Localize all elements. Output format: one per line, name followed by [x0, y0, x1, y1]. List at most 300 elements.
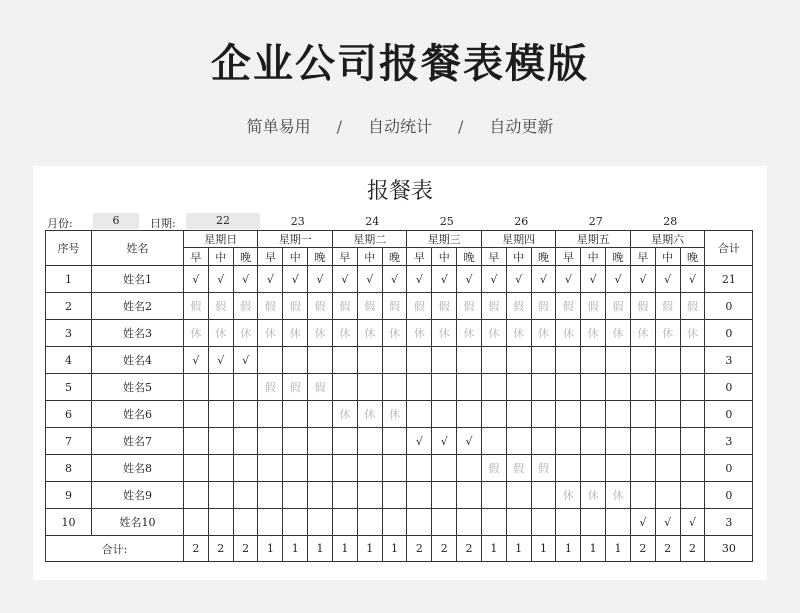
meal-cell[interactable]: √ [407, 266, 432, 293]
meal-cell[interactable]: 休 [506, 320, 531, 347]
meal-total: 1 [531, 536, 556, 562]
meal-cell[interactable] [407, 455, 432, 482]
meal-cell[interactable] [208, 374, 233, 401]
meal-cell[interactable] [556, 428, 581, 455]
meal-cell[interactable] [357, 428, 382, 455]
meal-cell[interactable] [457, 347, 482, 374]
meal-cell[interactable]: √ [208, 266, 233, 293]
meal-cell[interactable] [184, 401, 209, 428]
meal-cell[interactable] [680, 428, 705, 455]
meal-header: 晚 [606, 248, 631, 266]
meal-total: 2 [630, 536, 655, 562]
meal-cell[interactable]: 假 [506, 293, 531, 320]
meal-cell[interactable] [481, 509, 506, 536]
weekday-header: 星期一 [258, 231, 332, 248]
feature-line [0, 114, 800, 137]
meal-cell[interactable] [258, 509, 283, 536]
meal-cell[interactable]: 假 [382, 293, 407, 320]
meal-cell[interactable] [283, 347, 308, 374]
meal-cell[interactable]: 假 [283, 374, 308, 401]
meal-header: 早 [258, 248, 283, 266]
meal-cell[interactable] [308, 482, 333, 509]
meal-cell[interactable] [457, 482, 482, 509]
meal-cell[interactable]: 假 [407, 293, 432, 320]
meal-cell[interactable]: 假 [655, 293, 680, 320]
meal-cell[interactable] [581, 509, 606, 536]
meal-cell[interactable] [481, 401, 506, 428]
meal-cell[interactable] [407, 401, 432, 428]
meal-header: 中 [357, 248, 382, 266]
meal-total: 2 [457, 536, 482, 562]
meal-cell[interactable]: √ [233, 266, 258, 293]
meal-cell[interactable]: 假 [531, 455, 556, 482]
weekday-header: 星期六 [630, 231, 704, 248]
row-index: 6 [46, 401, 92, 428]
meal-header: 早 [184, 248, 209, 266]
meal-cell[interactable] [407, 374, 432, 401]
meal-cell[interactable] [481, 374, 506, 401]
meal-cell[interactable] [457, 455, 482, 482]
meal-cell[interactable] [382, 482, 407, 509]
meal-cell[interactable] [556, 347, 581, 374]
row-name[interactable]: 姓名7 [92, 428, 184, 455]
meal-cell[interactable]: 假 [556, 293, 581, 320]
meal-cell[interactable]: √ [655, 509, 680, 536]
meal-cell[interactable] [531, 509, 556, 536]
name-header: 姓名 [92, 231, 184, 266]
weekday-header: 星期三 [407, 231, 481, 248]
meal-cell[interactable] [332, 347, 357, 374]
row-index: 9 [46, 482, 92, 509]
meal-cell[interactable] [283, 455, 308, 482]
meal-cell[interactable] [506, 509, 531, 536]
meal-cell[interactable] [506, 347, 531, 374]
meal-cell[interactable] [680, 401, 705, 428]
table-row [46, 266, 753, 293]
meal-cell[interactable]: √ [481, 266, 506, 293]
row-name[interactable]: 姓名5 [92, 374, 184, 401]
meal-total: 1 [581, 536, 606, 562]
date-value: 25 [439, 215, 454, 228]
meal-cell[interactable]: √ [208, 347, 233, 374]
meal-header: 中 [581, 248, 606, 266]
month-label: 月份: [47, 217, 73, 230]
row-name[interactable]: 姓名3 [92, 320, 184, 347]
meal-cell[interactable]: √ [457, 266, 482, 293]
meal-cell[interactable] [283, 428, 308, 455]
row-name[interactable]: 姓名4 [92, 347, 184, 374]
header-row [46, 231, 753, 248]
meal-cell[interactable] [184, 428, 209, 455]
meal-cell[interactable]: 休 [630, 320, 655, 347]
row-total: 21 [705, 266, 753, 293]
row-index: 3 [46, 320, 92, 347]
meal-cell[interactable] [630, 455, 655, 482]
meal-cell[interactable] [258, 455, 283, 482]
meal-cell[interactable]: 休 [457, 320, 482, 347]
meal-cell[interactable] [332, 374, 357, 401]
meal-cell[interactable] [258, 347, 283, 374]
table-row [46, 401, 753, 428]
meal-header: 早 [556, 248, 581, 266]
meal-cell[interactable]: 休 [382, 401, 407, 428]
separator: / [336, 117, 342, 136]
meal-header: 早 [407, 248, 432, 266]
meal-cell[interactable] [382, 374, 407, 401]
meal-cell[interactable] [680, 347, 705, 374]
meal-cell[interactable] [283, 482, 308, 509]
meal-cell[interactable] [432, 509, 457, 536]
meal-cell[interactable] [208, 509, 233, 536]
meal-total: 1 [258, 536, 283, 562]
table-row [46, 455, 753, 482]
meal-cell[interactable] [630, 401, 655, 428]
meal-cell[interactable]: 休 [432, 320, 457, 347]
meal-cell[interactable]: 假 [258, 374, 283, 401]
meal-cell[interactable] [233, 455, 258, 482]
meal-cell[interactable]: √ [258, 266, 283, 293]
meal-cell[interactable]: 假 [283, 293, 308, 320]
table-row [46, 374, 753, 401]
meal-cell[interactable]: √ [457, 428, 482, 455]
meal-cell[interactable] [382, 455, 407, 482]
meal-cell[interactable] [432, 482, 457, 509]
meal-cell[interactable]: 休 [332, 401, 357, 428]
meal-cell[interactable] [506, 428, 531, 455]
meal-cell[interactable] [606, 347, 631, 374]
meal-cell[interactable]: 假 [481, 455, 506, 482]
meal-cell[interactable]: 假 [481, 293, 506, 320]
grand-total: 30 [705, 536, 753, 562]
row-index: 8 [46, 455, 92, 482]
meal-header: 晚 [308, 248, 333, 266]
meal-total: 2 [233, 536, 258, 562]
date-value: 26 [514, 215, 529, 228]
meal-cell[interactable]: 假 [184, 293, 209, 320]
meal-cell[interactable] [382, 428, 407, 455]
meal-total: 1 [506, 536, 531, 562]
feature-auto-stats: 自动统计 [367, 117, 432, 136]
meal-cell[interactable]: 假 [332, 293, 357, 320]
meal-header: 晚 [531, 248, 556, 266]
meal-total: 1 [606, 536, 631, 562]
meal-cell[interactable] [457, 374, 482, 401]
meal-cell[interactable]: √ [556, 266, 581, 293]
meal-header: 中 [283, 248, 308, 266]
meal-cell[interactable] [233, 401, 258, 428]
meal-cell[interactable] [357, 482, 382, 509]
meal-cell[interactable]: 假 [581, 293, 606, 320]
meal-cell[interactable] [308, 509, 333, 536]
meal-cell[interactable] [258, 482, 283, 509]
meal-cell[interactable]: 休 [581, 320, 606, 347]
meal-cell[interactable]: 休 [332, 320, 357, 347]
meal-cell[interactable] [556, 509, 581, 536]
meal-cell[interactable]: √ [630, 509, 655, 536]
meal-header: 晚 [457, 248, 482, 266]
meal-cell[interactable] [382, 347, 407, 374]
meal-cell[interactable]: 假 [506, 455, 531, 482]
meal-cell[interactable] [208, 482, 233, 509]
meal-cell[interactable] [332, 482, 357, 509]
meal-total: 2 [184, 536, 209, 562]
meal-cell[interactable] [233, 374, 258, 401]
meal-cell[interactable]: √ [630, 266, 655, 293]
meal-cell[interactable]: 休 [606, 320, 631, 347]
meal-cell[interactable]: √ [432, 428, 457, 455]
meal-cell[interactable] [208, 428, 233, 455]
meal-total: 2 [208, 536, 233, 562]
row-name[interactable]: 姓名6 [92, 401, 184, 428]
meal-cell[interactable] [308, 455, 333, 482]
meal-total: 2 [432, 536, 457, 562]
meal-cell[interactable]: √ [581, 266, 606, 293]
meal-cell[interactable] [655, 401, 680, 428]
meal-cell[interactable] [308, 428, 333, 455]
meal-cell[interactable]: 假 [233, 293, 258, 320]
meal-cell[interactable]: 假 [606, 293, 631, 320]
meal-cell[interactable]: √ [680, 266, 705, 293]
meal-cell[interactable] [208, 455, 233, 482]
meal-cell[interactable]: √ [680, 509, 705, 536]
date-value: 23 [290, 215, 305, 228]
meal-header: 中 [655, 248, 680, 266]
row-name[interactable]: 姓名9 [92, 482, 184, 509]
meal-cell[interactable] [407, 482, 432, 509]
meal-cell[interactable]: 休 [407, 320, 432, 347]
meal-cell[interactable] [357, 374, 382, 401]
meal-header: 中 [208, 248, 233, 266]
meal-cell[interactable] [258, 401, 283, 428]
meal-cell[interactable] [332, 428, 357, 455]
meal-cell[interactable] [432, 374, 457, 401]
meal-cell[interactable]: 休 [556, 482, 581, 509]
meal-cell[interactable] [630, 374, 655, 401]
row-total: 3 [705, 509, 753, 536]
row-name[interactable]: 姓名2 [92, 293, 184, 320]
meal-cell[interactable] [308, 347, 333, 374]
meal-cell[interactable]: 休 [357, 401, 382, 428]
meal-cell[interactable] [506, 482, 531, 509]
meal-cell[interactable] [581, 428, 606, 455]
meal-cell[interactable] [432, 455, 457, 482]
meal-total: 1 [556, 536, 581, 562]
meal-cell[interactable]: √ [357, 266, 382, 293]
row-total: 0 [705, 401, 753, 428]
table-row [46, 482, 753, 509]
info-row [33, 212, 767, 230]
meal-cell[interactable] [581, 347, 606, 374]
meal-cell[interactable] [258, 428, 283, 455]
meal-header: 中 [432, 248, 457, 266]
meal-cell[interactable]: 休 [208, 320, 233, 347]
meal-cell[interactable]: 休 [382, 320, 407, 347]
meal-cell[interactable]: 休 [680, 320, 705, 347]
meal-cell[interactable] [233, 509, 258, 536]
meal-header: 晚 [382, 248, 407, 266]
meal-cell[interactable] [606, 374, 631, 401]
meal-cell[interactable] [655, 482, 680, 509]
row-name[interactable]: 姓名8 [92, 455, 184, 482]
meal-cell[interactable] [556, 374, 581, 401]
meal-cell[interactable] [556, 401, 581, 428]
meal-cell[interactable] [332, 509, 357, 536]
meal-cell[interactable] [531, 482, 556, 509]
meal-cell[interactable]: 假 [357, 293, 382, 320]
meal-total: 1 [283, 536, 308, 562]
meal-cell[interactable]: √ [531, 266, 556, 293]
date-value[interactable]: 22 [186, 213, 260, 229]
meal-cell[interactable] [233, 482, 258, 509]
meal-cell[interactable] [506, 374, 531, 401]
meal-cell[interactable] [680, 482, 705, 509]
meal-cell[interactable]: 休 [655, 320, 680, 347]
row-index: 10 [46, 509, 92, 536]
meal-cell[interactable] [283, 509, 308, 536]
meal-cell[interactable]: 假 [680, 293, 705, 320]
meal-cell[interactable]: 假 [308, 293, 333, 320]
meal-cell[interactable] [531, 374, 556, 401]
meal-cell[interactable]: 假 [432, 293, 457, 320]
meal-cell[interactable] [481, 347, 506, 374]
meal-cell[interactable] [680, 374, 705, 401]
meal-cell[interactable]: √ [606, 266, 631, 293]
meal-cell[interactable] [606, 401, 631, 428]
meal-cell[interactable] [208, 401, 233, 428]
meal-cell[interactable] [184, 509, 209, 536]
meal-cell[interactable]: 休 [184, 320, 209, 347]
meal-cell[interactable] [606, 428, 631, 455]
meal-cell[interactable] [481, 428, 506, 455]
meal-cell[interactable]: 休 [581, 482, 606, 509]
meal-cell[interactable] [432, 347, 457, 374]
meal-cell[interactable] [581, 455, 606, 482]
meal-cell[interactable] [382, 509, 407, 536]
meal-cell[interactable]: √ [308, 266, 333, 293]
meal-cell[interactable] [332, 455, 357, 482]
meal-cell[interactable] [407, 509, 432, 536]
meal-cell[interactable] [283, 401, 308, 428]
meal-cell[interactable] [233, 428, 258, 455]
meal-cell[interactable] [531, 428, 556, 455]
meal-cell[interactable] [655, 455, 680, 482]
meal-cell[interactable]: 休 [606, 482, 631, 509]
meal-total: 2 [407, 536, 432, 562]
row-name[interactable]: 姓名10 [92, 509, 184, 536]
meal-cell[interactable]: √ [506, 266, 531, 293]
meal-cell[interactable]: 休 [531, 320, 556, 347]
index-header: 序号 [46, 231, 92, 266]
meal-cell[interactable]: √ [283, 266, 308, 293]
meal-cell[interactable] [581, 374, 606, 401]
meal-cell[interactable]: 假 [308, 374, 333, 401]
month-value[interactable]: 6 [93, 213, 139, 229]
weekday-header: 星期五 [556, 231, 630, 248]
row-index: 1 [46, 266, 92, 293]
meal-cell[interactable]: 休 [258, 320, 283, 347]
meal-header: 晚 [233, 248, 258, 266]
meal-cell[interactable]: √ [184, 266, 209, 293]
feature-easy: 简单易用 [246, 117, 311, 136]
row-index: 5 [46, 374, 92, 401]
meal-cell[interactable]: 休 [357, 320, 382, 347]
meal-cell[interactable]: 休 [556, 320, 581, 347]
meal-cell[interactable]: 假 [630, 293, 655, 320]
meal-total: 1 [332, 536, 357, 562]
row-total: 0 [705, 293, 753, 320]
meal-total: 1 [382, 536, 407, 562]
table-row [46, 320, 753, 347]
totals-row [46, 536, 753, 562]
meal-cell[interactable] [457, 509, 482, 536]
meal-cell[interactable] [655, 374, 680, 401]
meal-cell[interactable]: √ [233, 347, 258, 374]
meal-cell[interactable]: 休 [283, 320, 308, 347]
meal-cell[interactable] [606, 455, 631, 482]
meal-cell[interactable] [556, 455, 581, 482]
meal-cell[interactable] [184, 374, 209, 401]
meal-cell[interactable]: √ [432, 266, 457, 293]
meal-cell[interactable]: √ [655, 266, 680, 293]
meal-cell[interactable] [481, 482, 506, 509]
meal-cell[interactable]: √ [407, 428, 432, 455]
table-row [46, 347, 753, 374]
meal-cell[interactable] [531, 347, 556, 374]
meal-cell[interactable]: 假 [457, 293, 482, 320]
meal-cell[interactable] [531, 401, 556, 428]
meal-table [45, 230, 753, 562]
meal-cell[interactable]: √ [184, 347, 209, 374]
meal-cell[interactable] [357, 509, 382, 536]
row-index: 4 [46, 347, 92, 374]
meal-cell[interactable] [184, 455, 209, 482]
meal-cell[interactable]: 假 [208, 293, 233, 320]
spreadsheet [33, 166, 767, 580]
meal-cell[interactable] [457, 401, 482, 428]
weekday-header: 星期四 [481, 231, 555, 248]
meal-cell[interactable] [655, 347, 680, 374]
meal-cell[interactable]: √ [382, 266, 407, 293]
meal-cell[interactable] [432, 401, 457, 428]
meal-cell[interactable]: 休 [481, 320, 506, 347]
weekday-header: 星期二 [332, 231, 406, 248]
meal-cell[interactable] [407, 347, 432, 374]
meal-cell[interactable] [655, 428, 680, 455]
feature-auto-update: 自动更新 [489, 117, 554, 136]
row-total: 0 [705, 320, 753, 347]
meal-cell[interactable]: √ [332, 266, 357, 293]
meal-cell[interactable] [506, 401, 531, 428]
meal-header: 中 [506, 248, 531, 266]
meal-cell[interactable] [630, 347, 655, 374]
meal-cell[interactable] [357, 347, 382, 374]
meal-cell[interactable] [680, 455, 705, 482]
row-name[interactable]: 姓名1 [92, 266, 184, 293]
meal-cell[interactable] [581, 401, 606, 428]
meal-cell[interactable]: 休 [233, 320, 258, 347]
meal-cell[interactable] [630, 482, 655, 509]
meal-cell[interactable] [308, 401, 333, 428]
meal-cell[interactable]: 假 [531, 293, 556, 320]
meal-cell[interactable]: 假 [258, 293, 283, 320]
meal-cell[interactable]: 休 [308, 320, 333, 347]
meal-cell[interactable] [630, 428, 655, 455]
meal-cell[interactable] [357, 455, 382, 482]
meal-cell[interactable] [184, 482, 209, 509]
meal-total: 2 [680, 536, 705, 562]
date-value: 28 [663, 215, 678, 228]
meal-cell[interactable] [606, 509, 631, 536]
